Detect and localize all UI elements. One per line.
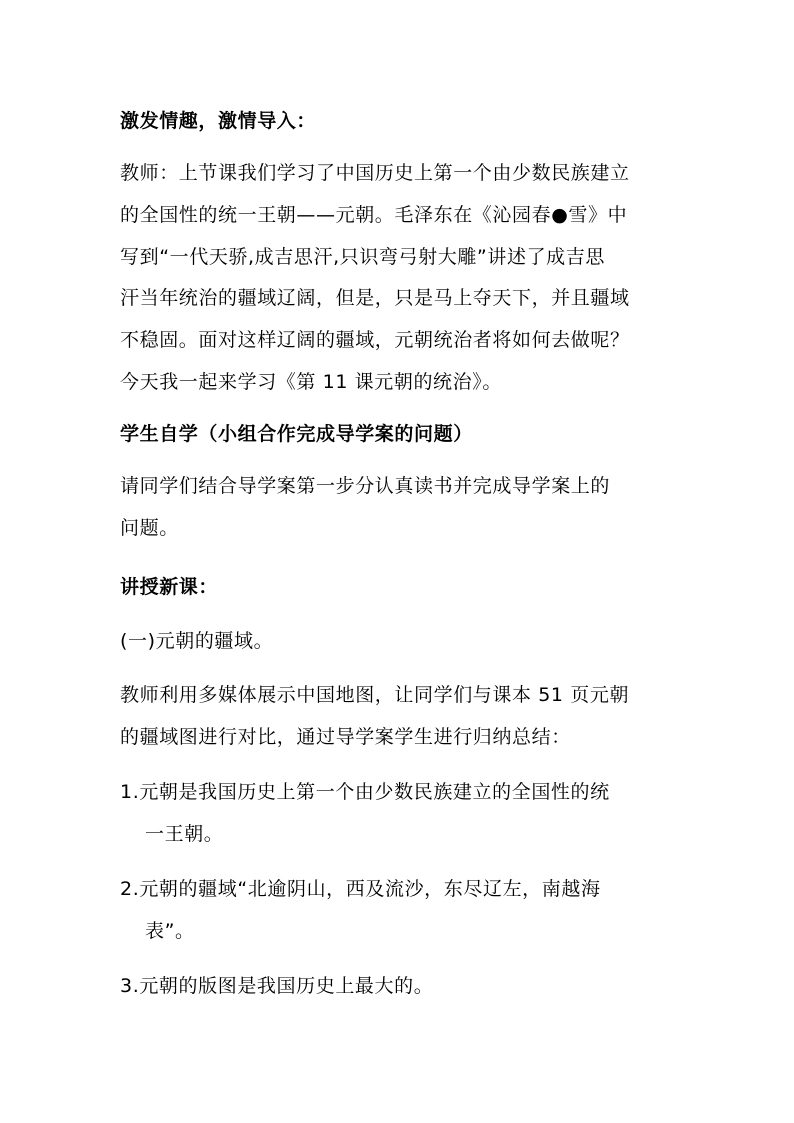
self-study-line-1: 请同学们结合导学案第一步分认真读书并完成导学案上的 xyxy=(120,475,611,497)
self-study-line-2: 问题。 xyxy=(120,517,179,539)
point-3-line-1: 3.元朝的版图是我国历史上最大的。 xyxy=(120,975,434,997)
teacher-line-1: 教师利用多媒体展示中国地图，让同学们与课本 51 页元朝 xyxy=(120,684,630,706)
intro-line-5: 不稳固。面对这样辽阔的疆域，元朝统治者将如何去做呢？ xyxy=(120,329,630,351)
intro-heading: 激发情趣，激情导入： xyxy=(120,110,317,132)
subsection-title: (一)元朝的疆域。 xyxy=(120,630,274,652)
point-1-line-2: 一王朝。 xyxy=(145,823,224,845)
point-2-line-1: 2.元朝的疆域“北逾阴山，西及流沙，东尽辽左，南越海 xyxy=(120,878,601,900)
point-2-line-2: 表”。 xyxy=(145,920,195,942)
self-study-heading: 学生自学（小组合作完成导学案的问题） xyxy=(120,423,473,445)
teacher-line-2: 的疆域图进行对比，通过导学案学生进行归纳总结： xyxy=(120,726,571,748)
intro-line-2: 的全国性的统一王朝——元朝。毛泽东在《沁园春●雪》中 xyxy=(120,204,628,226)
intro-line-6: 今天我一起来学习《第 11 课元朝的统治》。 xyxy=(120,371,502,393)
intro-line-4: 汗当年统治的疆域辽阔，但是，只是马上夺天下，并且疆域 xyxy=(120,287,630,309)
intro-line-3: 写到“一代天骄,成吉思汗,只识弯弓射大雕”讲述了成吉思 xyxy=(120,246,605,268)
point-1-line-1: 1.元朝是我国历史上第一个由少数民族建立的全国性的统 xyxy=(120,781,610,803)
new-lesson-heading: 讲授新课： xyxy=(120,576,219,598)
intro-line-1: 教师：上节课我们学习了中国历史上第一个由少数民族建立 xyxy=(120,162,630,184)
